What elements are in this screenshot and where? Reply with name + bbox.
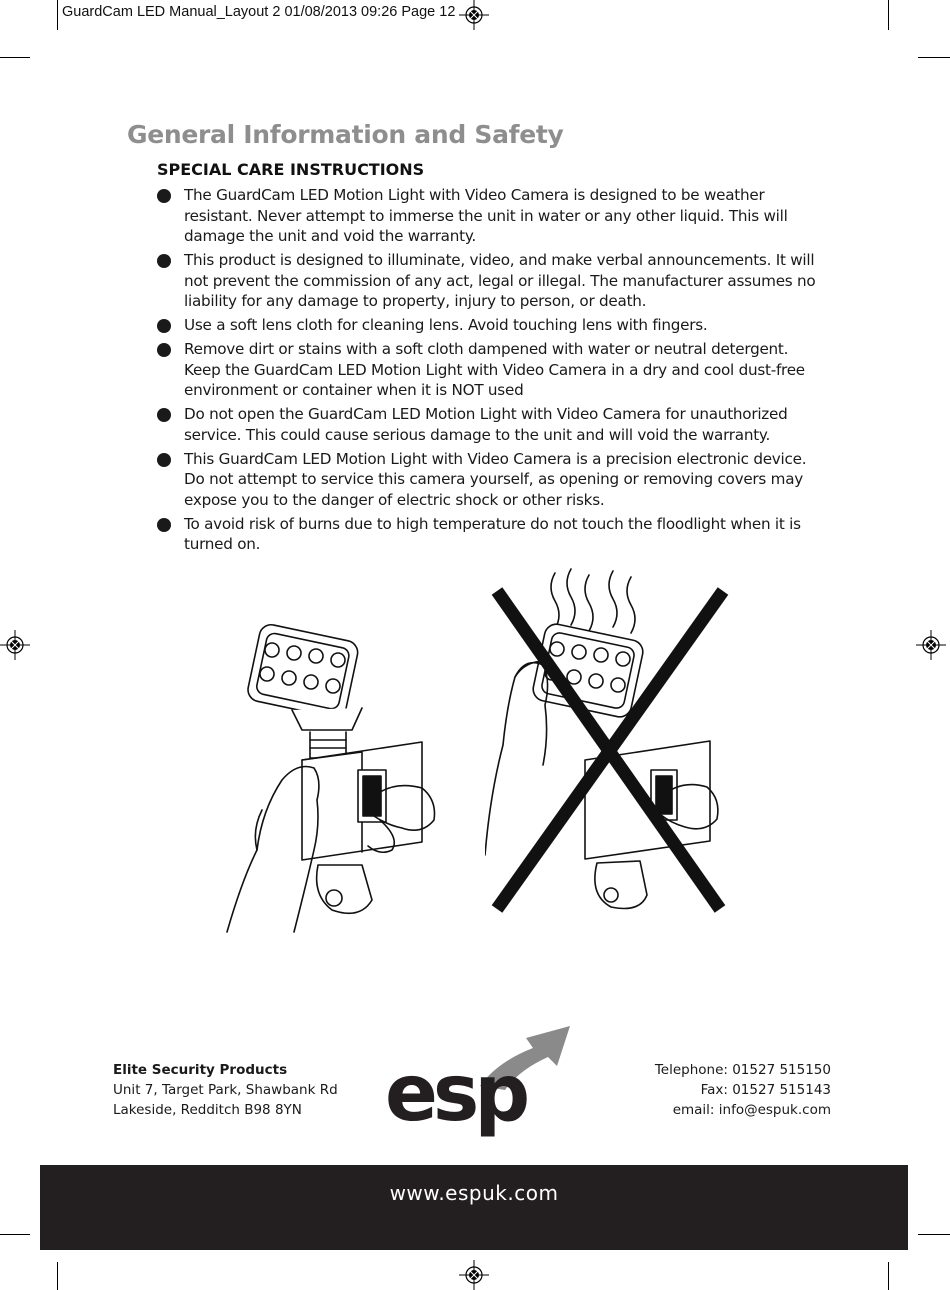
footer-band bbox=[40, 1165, 908, 1250]
instruction-text: The GuardCam LED Motion Light with Video Camera is designed to be weather resistant. Never attempt to immerse the unit in water or any other liquid. This will damage the unit and void the warranty. bbox=[184, 186, 788, 245]
bullet-icon bbox=[157, 408, 171, 422]
list-item bbox=[157, 449, 827, 511]
crop-mark bbox=[918, 57, 950, 58]
heat-waves-icon bbox=[551, 569, 635, 633]
list-item bbox=[157, 315, 827, 336]
instruction-text: This product is designed to illuminate, video, and make verbal announcements. It will not prevent the commission of any act, legal or illegal. The manufacturer assumes no liability for any damage to property, injury to person, or death. bbox=[184, 251, 816, 310]
bullet-icon bbox=[157, 319, 171, 333]
instruction-text: This GuardCam LED Motion Light with Video Camera is a precision electronic device. Do not attempt to service this camera yourself, as opening or removing covers may expose you to the danger of electric shock or other risks. bbox=[184, 449, 807, 509]
fax: Fax: 01527 515143 bbox=[700, 1082, 831, 1098]
crop-mark bbox=[888, 0, 889, 30]
bullet-icon bbox=[157, 343, 171, 357]
company-name: Elite Security Products bbox=[113, 1062, 288, 1078]
crop-mark bbox=[888, 1262, 889, 1290]
list-item bbox=[157, 339, 827, 401]
address-line: Unit 7, Target Park, Shawbank Rd bbox=[113, 1082, 338, 1098]
bullet-icon bbox=[157, 189, 171, 203]
address-line: Lakeside, Redditch B98 8YN bbox=[113, 1102, 302, 1118]
crop-mark bbox=[57, 1262, 58, 1290]
bullet-icon bbox=[157, 453, 171, 467]
bullet-icon bbox=[157, 254, 171, 268]
list-item bbox=[157, 514, 827, 555]
illustration-correct-handling bbox=[222, 620, 447, 935]
instruction-text: To avoid risk of burns due to high temperature do not touch the floodlight when it is turned on. bbox=[184, 514, 801, 553]
crop-mark bbox=[57, 0, 58, 30]
crop-mark bbox=[0, 1234, 30, 1235]
esp-logo bbox=[385, 1022, 575, 1142]
logo-wordmark: esp bbox=[385, 1049, 526, 1139]
bullet-icon bbox=[157, 518, 171, 532]
illustration-incorrect-handling bbox=[485, 565, 740, 915]
section-subheading: SPECIAL CARE INSTRUCTIONS bbox=[157, 160, 425, 179]
contact-block bbox=[655, 1060, 831, 1120]
list-item bbox=[157, 250, 827, 312]
crop-mark bbox=[918, 1234, 950, 1235]
instruction-text: Remove dirt or stains with a soft cloth dampened with water or neutral detergent. Keep the GuardCam LED Motion Light with Video Camera in a dry and cool dust-free environment or container when it is NOT used bbox=[184, 340, 805, 399]
page-title: General Information and Safety bbox=[127, 120, 564, 149]
registration-mark-icon bbox=[916, 630, 946, 660]
company-address-block bbox=[113, 1060, 338, 1120]
registration-mark-icon bbox=[459, 0, 489, 30]
registration-mark-icon bbox=[0, 630, 30, 660]
website-link[interactable]: www.espuk.com bbox=[389, 1181, 559, 1205]
email[interactable]: email: info@espuk.com bbox=[672, 1102, 831, 1118]
registration-mark-icon bbox=[459, 1260, 489, 1290]
list-item bbox=[157, 185, 827, 247]
telephone: Telephone: 01527 515150 bbox=[654, 1062, 831, 1078]
instruction-text: Use a soft lens cloth for cleaning lens. Avoid touching lens with fingers. bbox=[184, 316, 708, 334]
crop-mark bbox=[0, 57, 30, 58]
instruction-text: Do not open the GuardCam LED Motion Light with Video Camera for unauthorized service. This could cause serious damage to the unit and will void the warranty. bbox=[184, 405, 788, 444]
list-item bbox=[157, 404, 827, 445]
care-instructions-list bbox=[157, 185, 827, 558]
print-slug: GuardCam LED Manual_Layout 2 01/08/2013 09:26 Page 12 bbox=[62, 4, 456, 20]
